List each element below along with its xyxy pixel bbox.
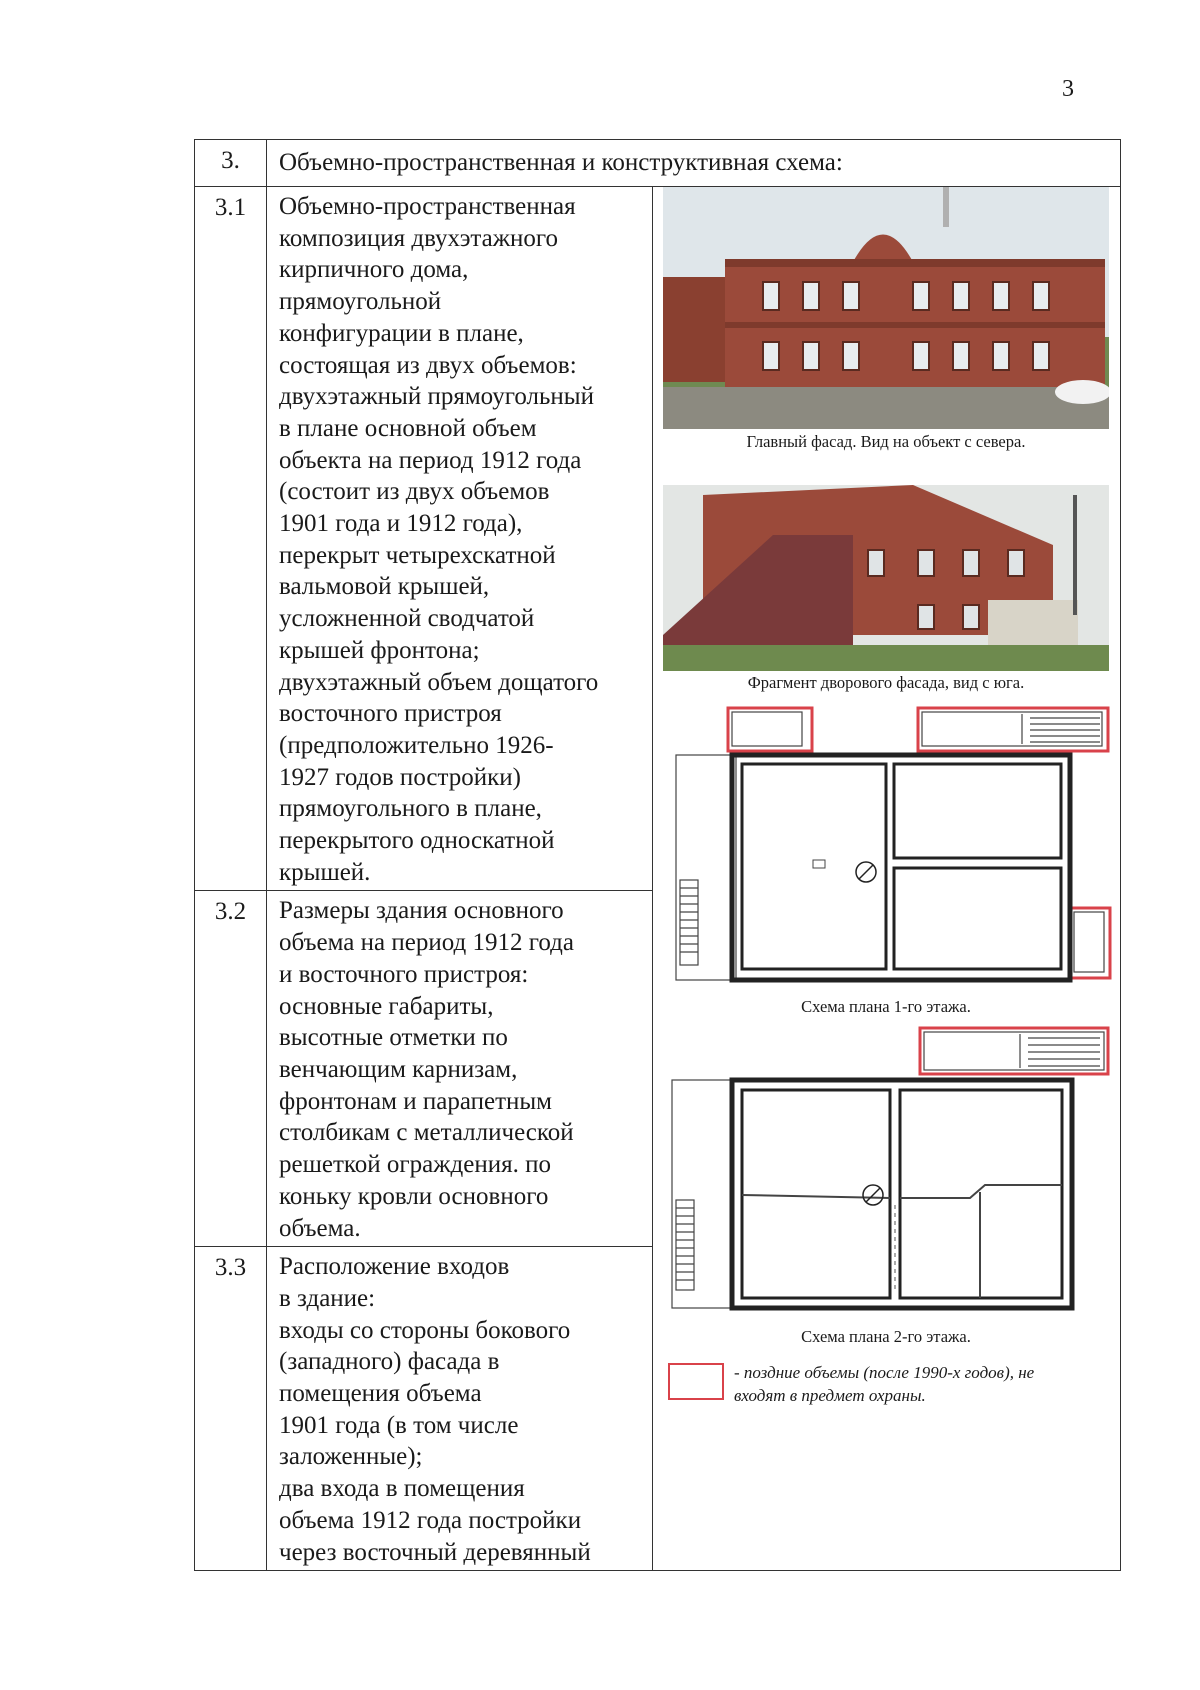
floor2-plan xyxy=(670,1020,1120,1320)
text-line: крышей. xyxy=(279,858,371,886)
text-line: 1927 годов постройки) xyxy=(279,763,521,791)
text-line: двухэтажный объем дощатого xyxy=(279,668,599,696)
text-line: заложенные); xyxy=(279,1443,423,1471)
text-line: усложненной сводчатой xyxy=(279,605,535,633)
row-text xyxy=(267,891,653,1247)
text-line: объекта на период 1912 года xyxy=(279,446,582,474)
floor1-plan xyxy=(670,700,1120,990)
text-line: объема на период 1912 года xyxy=(279,929,574,957)
page-number: 3 xyxy=(1062,76,1074,102)
text-line: Объемно-пространственная xyxy=(279,193,576,220)
legend-red-box xyxy=(668,1363,724,1400)
text-line: Расположение входов xyxy=(279,1253,510,1281)
text-line: крышей фронтона; xyxy=(279,636,480,664)
text-line: объема 1912 года постройки xyxy=(279,1506,582,1534)
row-number: 3.1 xyxy=(195,187,267,891)
text-line: два входа в помещения xyxy=(279,1475,525,1503)
text-line: в здание: xyxy=(279,1284,376,1312)
text-line: 1901 года (в том числе xyxy=(279,1411,519,1439)
text-line: помещения объема xyxy=(279,1380,482,1408)
photo1-caption: Главный фасад. Вид на объект с севера. xyxy=(746,432,1026,451)
text-line: входы со стороны бокового xyxy=(279,1316,571,1344)
text-line: через восточный деревянный xyxy=(279,1538,591,1566)
text-line: композиция двухэтажного xyxy=(279,224,559,252)
text-line: (западного) фасада в xyxy=(279,1348,500,1376)
text-line: вальмовой крышей, xyxy=(279,573,490,601)
legend-line: входят в предмет охраны. xyxy=(734,1386,926,1405)
text-line: высотные отметки по xyxy=(279,1024,508,1052)
table-row xyxy=(195,140,1121,187)
text-line: основные габариты, xyxy=(279,992,494,1020)
legend-line: - поздние объемы (после 1990-х годов), не xyxy=(734,1363,1035,1382)
text-line: и восточного пристроя: xyxy=(279,960,529,988)
text-line: (предположительно 1926- xyxy=(279,731,554,759)
text-line: перекрыт четырехскатной xyxy=(279,541,556,569)
main-facade-photo xyxy=(663,187,1109,429)
text-line: прямоугольного в плане, xyxy=(279,795,542,823)
text-line: перекрытого односкатной xyxy=(279,827,555,855)
legend-text xyxy=(734,1361,1114,1407)
section-title: Объемно-пространственная и конструктивная схема: xyxy=(267,140,1121,187)
text-line: решеткой ограждения. по xyxy=(279,1151,551,1179)
text-line: восточного пристроя xyxy=(279,700,502,728)
plan2-caption: Схема плана 2-го этажа. xyxy=(801,1327,971,1346)
text-line: венчающим карнизам, xyxy=(279,1055,518,1083)
text-line: объема. xyxy=(279,1214,361,1242)
photo2-caption: Фрагмент дворового фасада, вид с юга. xyxy=(747,673,1025,692)
text-line: кирпичного дома, xyxy=(279,256,469,284)
section-number: 3. xyxy=(195,140,267,187)
row-text xyxy=(267,187,653,891)
text-line: Размеры здания основного xyxy=(279,897,564,925)
row-number: 3.3 xyxy=(195,1247,267,1571)
text-line: столбикам с металлической xyxy=(279,1119,574,1147)
text-line: коньку кровли основного xyxy=(279,1182,549,1210)
text-line: прямоугольной xyxy=(279,288,442,316)
text-line: в плане основной объем xyxy=(279,414,537,442)
text-line: фронтонам и парапетным xyxy=(279,1087,552,1115)
courtyard-facade-photo xyxy=(663,485,1109,671)
row-number: 3.2 xyxy=(195,891,267,1247)
text-line: 1901 года и 1912 года), xyxy=(279,510,523,538)
text-line: двухэтажный прямоугольный xyxy=(279,383,594,411)
plan1-caption: Схема плана 1-го этажа. xyxy=(801,997,971,1016)
text-line: состоящая из двух объемов: xyxy=(279,351,577,379)
row-text xyxy=(267,1247,653,1571)
text-line: (состоит из двух объемов xyxy=(279,478,550,506)
text-line: конфигурации в плане, xyxy=(279,319,524,347)
